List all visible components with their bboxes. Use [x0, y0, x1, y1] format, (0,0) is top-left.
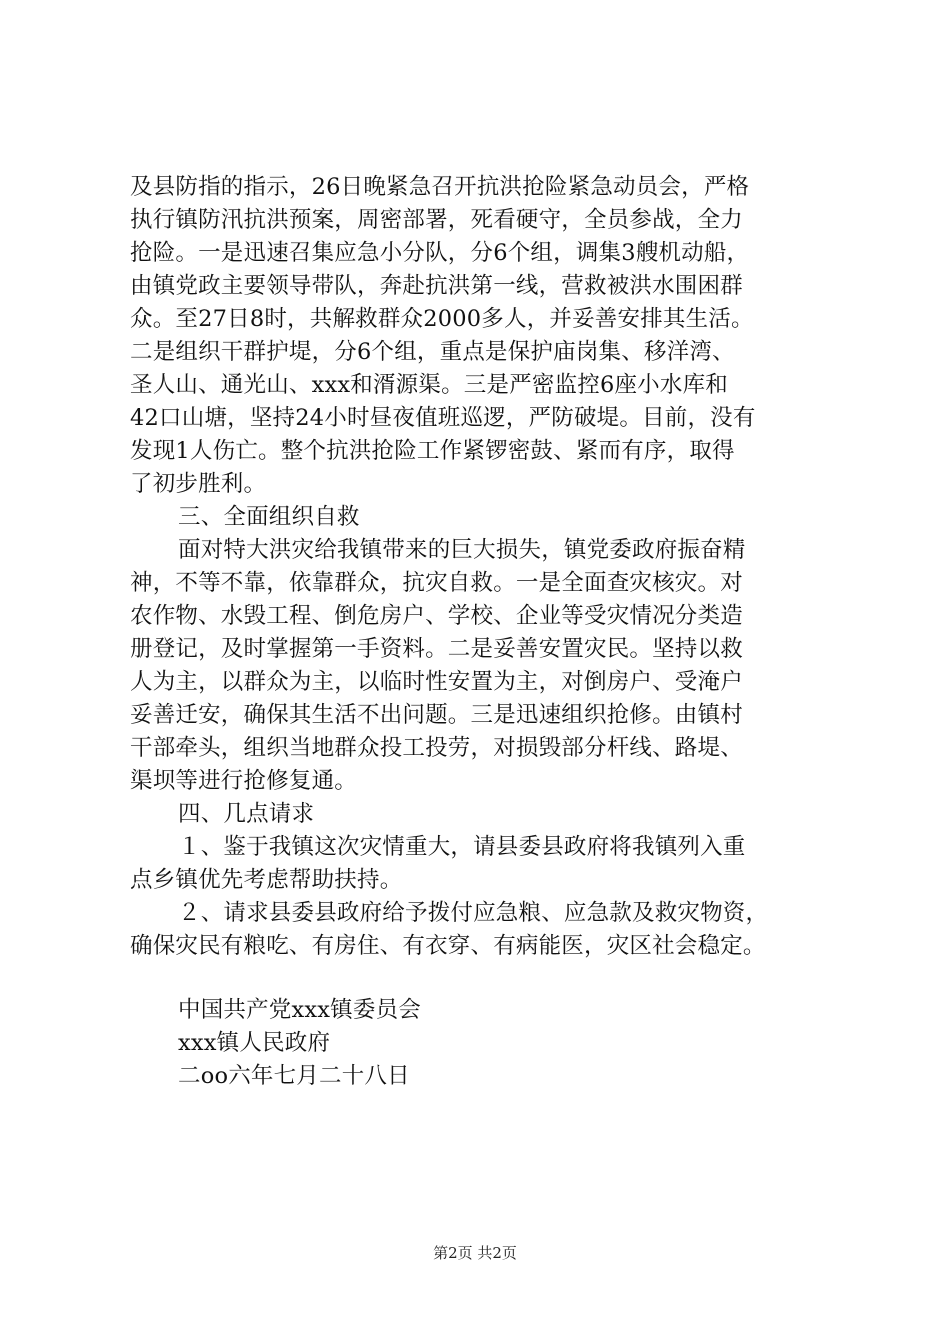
body-line: 众。至27日8时，共解救群众2000多人，并妥善安排其生活。	[130, 306, 754, 332]
body-line: 抢险。一是迅速召集应急小分队，分6个组，调集3艘机动船，	[130, 240, 750, 266]
body-line: 册登记，及时掌握第一手资料。二是妥善安置灾民。坚持以救	[130, 636, 743, 662]
signature-town-government: xxx镇人民政府	[178, 1030, 331, 1056]
body-line: 由镇党政主要领导带队，奔赴抗洪第一线，营救被洪水围困群	[130, 273, 743, 299]
body-line: 干部牵头，组织当地群众投工投劳，对损毁部分杆线、路堤、	[130, 735, 743, 761]
body-line: 二是组织干群护堤，分6个组，重点是保护庙岗集、移洋湾、	[130, 339, 735, 365]
request-item-2: ２、请求县委县政府给予拨付应急粮、应急款及救灾物资，	[178, 900, 769, 926]
body-line: 农作物、水毁工程、倒危房户、学校、企业等受灾情况分类造	[130, 603, 743, 629]
body-line: 渠坝等进行抢修复通。	[130, 768, 358, 794]
body-line: 确保灾民有粮吃、有房住、有衣穿、有病能医，灾区社会稳定。	[130, 933, 766, 959]
signature-date: 二oo六年七月二十八日	[178, 1063, 410, 1089]
page-number-footer: 第2页 共2页	[433, 1244, 517, 1262]
body-line: 神，不等不靠，依靠群众，抗灾自救。一是全面查灾核灾。对	[130, 570, 743, 596]
body-line: 圣人山、通光山、xxx和湑源渠。三是严密监控6座小水库和	[130, 372, 728, 398]
section-heading-3: 三、全面组织自救	[178, 504, 360, 530]
request-item-1: １、鉴于我镇这次灾情重大，请县委县政府将我镇列入重	[178, 834, 746, 860]
body-line: 执行镇防汛抗洪预案，周密部署，死看硬守，全员参战，全力	[130, 207, 743, 233]
body-line: 及县防指的指示，26日晚紧急召开抗洪抢险紧急动员会，严格	[130, 174, 750, 200]
body-line: 人为主，以群众为主，以临时性安置为主，对倒房户、受淹户	[130, 669, 743, 695]
signature-party-committee: 中国共产党xxx镇委员会	[178, 997, 421, 1023]
body-line: 妥善迁安，确保其生活不出问题。三是迅速组织抢修。由镇村	[130, 702, 743, 728]
body-line: 发现1人伤亡。整个抗洪抢险工作紧锣密鼓、紧而有序，取得	[130, 438, 735, 464]
body-line: 了初步胜利。	[130, 471, 267, 497]
body-line: 点乡镇优先考虑帮助扶持。	[130, 867, 403, 893]
body-line: 42口山塘，坚持24小时昼夜值班巡逻，严防破堤。目前，没有	[130, 405, 756, 431]
section-heading-4: 四、几点请求	[178, 801, 315, 827]
body-line: 面对特大洪灾给我镇带来的巨大损失，镇党委政府振奋精	[178, 537, 746, 563]
